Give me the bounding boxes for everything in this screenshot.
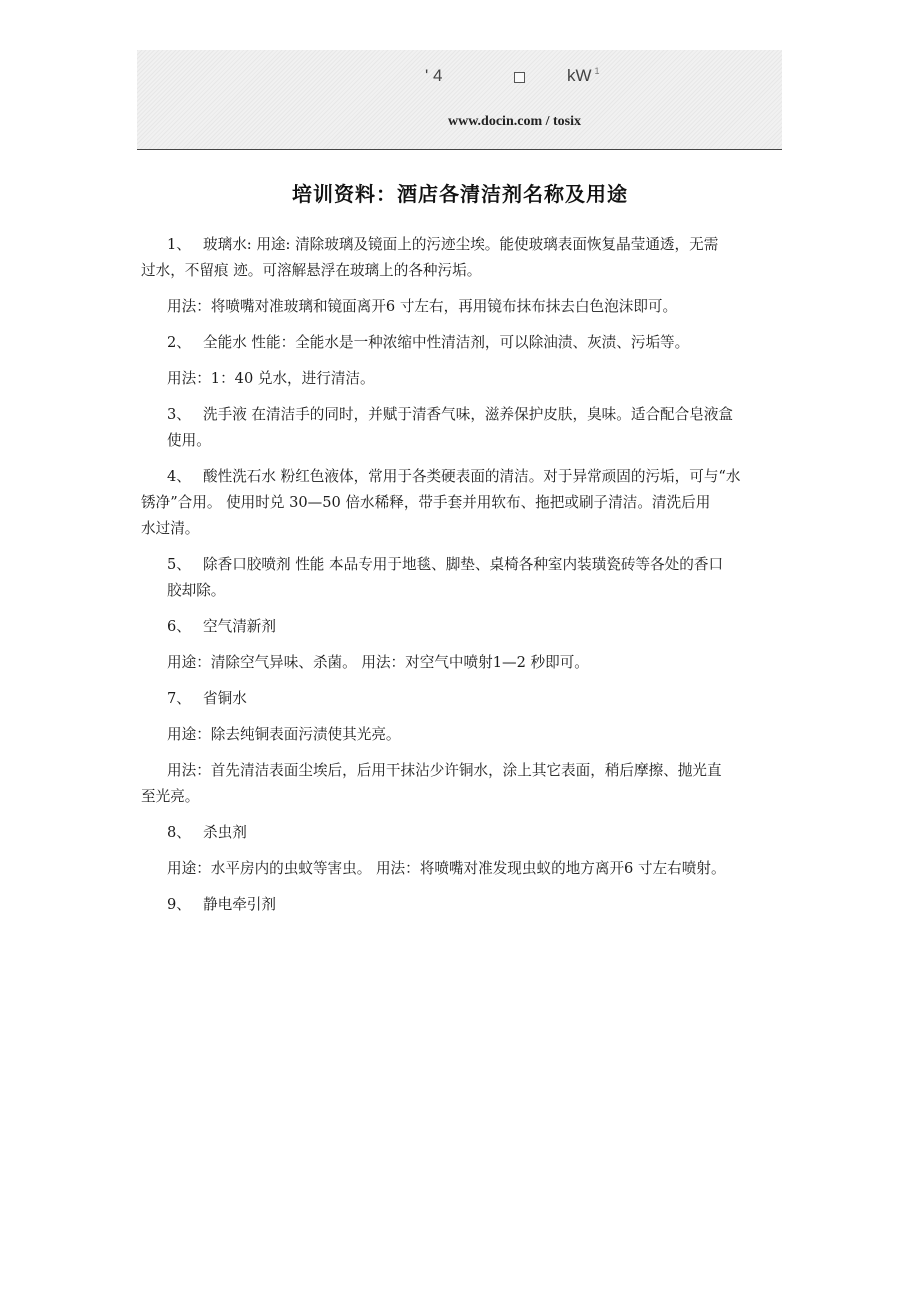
paragraph: [167, 614, 807, 640]
paragraph-text: 用途：清除空气异味、杀菌。 用法：对空气中喷射1—2 秒即可。: [167, 654, 589, 671]
document-body: [141, 232, 807, 928]
paragraph-text: 洗手液 在清洁手的同时，并赋于清香气味，滋养保护皮肤，臭味。适合配合皂液盒: [203, 406, 734, 423]
paragraph-text: 空气清新剂: [203, 618, 276, 635]
item-number: 1、: [167, 236, 191, 253]
paragraph: [167, 686, 807, 712]
paragraph-text: 胶却除。: [167, 582, 226, 599]
paragraph: [167, 552, 807, 604]
document-title: 培训资料：酒店各清洁剂名称及用途: [292, 182, 628, 206]
item-number: 3、: [167, 406, 191, 423]
paragraph: [167, 366, 807, 392]
item-number: 7、: [167, 690, 191, 707]
item-number: 6、: [167, 618, 191, 635]
paragraph: [167, 892, 807, 918]
paragraph: [167, 856, 807, 882]
paragraph-text: 用法：将喷嘴对准玻璃和镜面离开6 寸左右，再用镜布抹布抹去白色泡沫即可。: [167, 298, 678, 315]
paragraph: [167, 330, 807, 356]
paragraph-text: 用途：除去纯铜表面污渍使其光亮。: [167, 726, 401, 743]
watermark-banner: [137, 50, 782, 150]
paragraph-text: 过水，不留痕 迹。可溶解悬浮在玻璃上的各种污垢。: [141, 262, 482, 279]
paragraph-text: 水过清。: [141, 520, 200, 537]
item-number: 2、: [167, 334, 191, 351]
paragraph-text: 全能水 性能：全能水是一种浓缩中性清洁剂，可以除油渍、灰渍、污垢等。: [203, 334, 690, 351]
paragraph: [167, 820, 807, 846]
item-number: 8、: [167, 824, 191, 841]
paragraph-text: 至光亮。: [141, 788, 200, 805]
paragraph-text: 使用。: [167, 432, 211, 449]
paragraph-text: 用法：1：40 兑水，进行清洁。: [167, 370, 375, 387]
item-number: 4、: [167, 468, 191, 485]
paragraph-text: 省铜水: [203, 690, 247, 707]
paragraph: [167, 722, 807, 748]
paragraph: [167, 402, 807, 454]
paragraph-text: 锈净”合用。 使用时兑 30—50 倍水稀释，带手套并用软布、拖把或刷子清洁。清洗后用: [141, 494, 711, 511]
banner-glyph: ' 4: [425, 66, 443, 85]
item-number: 5、: [167, 556, 191, 573]
paragraph-text: 静电牵引剂: [203, 896, 276, 913]
paragraph-text: 杀虫剂: [203, 824, 247, 841]
paragraph: [167, 650, 807, 676]
banner-glyph: kW $^1$: [567, 66, 600, 85]
paragraph-text: 玻璃水: 用途: 清除玻璃及镜面上的污迹尘埃。能使玻璃表面恢复晶莹通透，无需: [203, 236, 719, 253]
paragraph-text: 酸性洗石水 粉红色液体，常用于各类硬表面的清洁。对于异常顽固的污垢，可与“水: [203, 468, 741, 485]
paragraph-text: 除香口胶喷剂 性能 本品专用于地毯、脚垫、桌椅各种室内装璜瓷砖等各处的香口: [203, 556, 724, 573]
item-number: 9、: [167, 896, 191, 913]
paragraph: [167, 294, 807, 320]
paragraph: [141, 464, 807, 542]
paragraph: [141, 232, 807, 284]
paragraph-text: 用法：首先清洁表面尘埃后，后用干抹沾少许铜水，涂上其它表面，稍后摩擦、抛光直: [167, 762, 722, 779]
paragraph-text: 用途：水平房内的虫蚊等害虫。 用法：将喷嘴对准发现虫蚁的地方离开6 寸左右喷射。: [167, 860, 726, 877]
paragraph: [141, 758, 807, 810]
square-icon: [514, 72, 525, 83]
site-url: www.docin.com / tosix: [448, 114, 581, 129]
